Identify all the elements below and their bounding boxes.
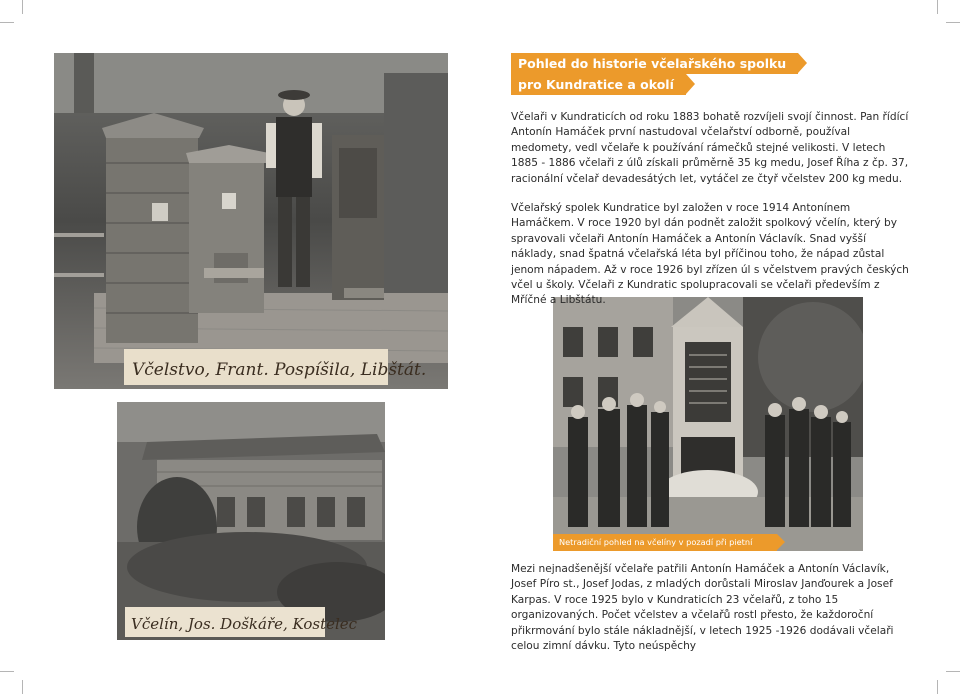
crop-mark [937,680,938,694]
heading-line-2: pro Kundratice a okolí [511,74,686,95]
section-heading [511,53,798,95]
heading-line-1: Pohled do historie včelařského spolku [511,53,798,74]
crop-mark [22,0,23,14]
photo-caption: Netradiční pohled na včelíny v pozadí při pietní slavnosti [553,534,777,551]
photo-bee-house [117,402,385,640]
crop-mark [22,680,23,694]
paragraph-text: Včelaři v Kundraticích od roku 1883 bohatě rozvíjeli svojí činnost. Pan řídící Antonín Hamáček první nastudoval včelařství odborně, používal medomety, vedl včelaře k používání rámečků stejné velikosti. V letech 1885 - 1886 včelaři z úlů získali průměrně 35 kg medu, Josef Říha z čp. 37, racionální včelař devadesátých let, vytáčel ze čtyř včelstev 200 kg medu. [511,111,909,185]
paragraph-text: Včelařský spolek Kundratice byl založen v roce 1914 Antonínem Hamáčkem. V roce 1920 byl dán podnět založit spolkový včelín, který by spravovali včelaři Antonín Hamáček a Antonín Václavík. Snad vyšší náklady, snad špatná včelařská léta byl příčinou toho, že nápad zůstal jenom nápadem. Až v roce 1926 byl zřízen úl s včelstvem pravých českých včel u školy. Včelaři z Kundratic spolupracovali se včelaři především z Mříčné a Libštátu. [511,202,909,307]
crop-mark [946,671,960,672]
paragraph-1 [511,110,911,187]
photo1-handwriting: Včelstvo, Frant. Pospíšila, Libštát. [132,360,427,380]
crop-mark [0,671,14,672]
paragraph-2 [511,201,911,309]
crop-mark [937,0,938,14]
crop-mark [946,22,960,23]
crop-mark [0,22,14,23]
paragraph-3 [511,562,911,654]
paragraph-text: Mezi nejnadšenější včelaře patřili Antonín Hamáček a Antonín Václavík, Josef Píro st., Josef Jodas, z mladých dorůstali Miroslav Janďourek a Josef Karpas. V roce 1925 bylo v Kundraticích 23 včelařů, z toho 15 organizovaných. Počet včelstev a včelařů rostl přesto, že každoroční přikrmování bylo stále nákladnější, v letech 1925 -1926 dodávali včelaři celou zimní dávku. Tyto neúspěchy [511,563,894,653]
photo-beekeeper-hives [54,53,448,389]
photo-memorial-ceremony [553,297,863,551]
photo2-handwriting: Včelín, Jos. Doškáře, Kostelec [131,615,358,633]
